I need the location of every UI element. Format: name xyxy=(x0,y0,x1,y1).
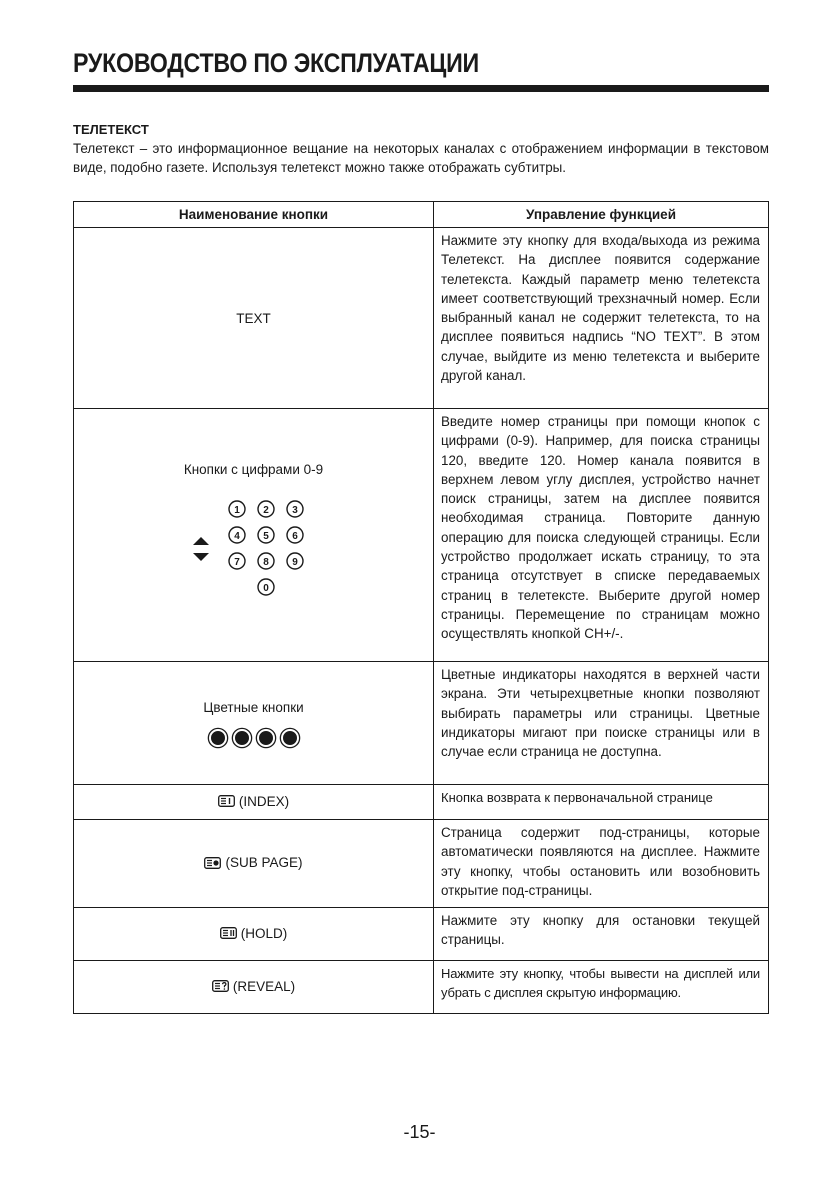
arrow-down-icon xyxy=(193,553,209,561)
digit-label: 4 xyxy=(233,531,240,542)
digit-label: 1 xyxy=(233,505,240,516)
color-button-dot-icon xyxy=(281,729,299,747)
button-name-reveal: (REVEAL) xyxy=(232,978,296,994)
page-title: РУКОВОДСТВО ПО ЭКСПЛУАТАЦИИ xyxy=(73,48,479,78)
table-row xyxy=(74,908,769,961)
color-button-dot-icon xyxy=(233,729,251,747)
digit-label: 6 xyxy=(291,531,298,542)
digit-label: 3 xyxy=(291,505,298,516)
button-name-index: (INDEX) xyxy=(238,793,290,809)
arrow-up-icon xyxy=(193,537,209,545)
table-row xyxy=(74,662,769,785)
subpage-icon xyxy=(204,857,221,869)
table-header-row xyxy=(74,202,769,228)
function-description: Цветные индикаторы находятся в верхней части экрана. Эти четырехцветные кнопки позволяют выбирать параметры или страницы. Цветные индикаторы мигают при поиске страницы или в случае если страница не доступна. xyxy=(434,662,769,785)
digit-label: 5 xyxy=(262,531,269,542)
table-row xyxy=(74,820,769,908)
button-cell-index xyxy=(74,785,434,820)
page-number: -15- xyxy=(403,1122,436,1142)
teletext-buttons-table xyxy=(73,201,769,1014)
hold-icon xyxy=(220,927,237,939)
digit-label: 2 xyxy=(262,505,269,516)
color-button-dot-icon xyxy=(209,729,227,747)
section-intro: Телетекст – это информационное вещание на некоторых каналах с отображением информации в текстовом виде, подобно газете. Используя телетекст можно также отображать субтитры. xyxy=(73,141,769,175)
function-description: Кнопка возврата к первоначальной странице xyxy=(434,785,769,820)
color-button-dot-icon xyxy=(257,729,275,747)
function-description: Страница содержит под-страницы, которые автоматически появляются на дисплее. Нажмите эту кнопку, чтобы остановить или возобновить открытие под-страницы. xyxy=(434,820,769,908)
index-icon xyxy=(218,795,235,807)
button-cell-subpage xyxy=(74,820,434,908)
button-name-text: TEXT xyxy=(74,228,434,409)
numeric-keypad-illustration xyxy=(189,495,319,605)
function-description: Нажмите эту кнопку для остановки текущей страницы. xyxy=(434,908,769,961)
reveal-icon xyxy=(212,980,229,992)
section-title: ТЕЛЕТЕКСТ xyxy=(73,122,149,137)
button-cell-reveal xyxy=(74,961,434,1014)
button-name-subpage: (SUB PAGE) xyxy=(225,855,303,871)
color-buttons-illustration xyxy=(80,729,427,747)
table-row xyxy=(74,228,769,409)
column-header-function: Управление функцией xyxy=(434,202,769,228)
button-name-color: Цветные кнопки xyxy=(203,699,304,715)
function-description: Нажмите эту кнопку, чтобы вывести на дисплей или убрать с дисплея скрытую информацию. xyxy=(434,961,769,1014)
digit-label: 8 xyxy=(262,557,269,568)
function-description: Нажмите эту кнопку для входа/выхода из режима Телетекст. На дисплее появится содержание телетекста. Каждый параметр меню телетекста имеет соответствующий трехзначный номер. Если выбранный канал не содержит телетекста, то на дисплее появиться надпись “NO TEXT”. В этом случае, выйдите из меню телетекста и выберите другой канал. xyxy=(434,228,769,409)
button-cell-hold xyxy=(74,908,434,961)
column-header-button-name: Наименование кнопки xyxy=(74,202,434,228)
button-cell-color xyxy=(74,662,434,785)
digit-label: 9 xyxy=(291,557,298,568)
digit-label: 0 xyxy=(262,583,269,594)
button-name-hold: (HOLD) xyxy=(240,925,288,941)
table-row xyxy=(74,409,769,662)
table-row xyxy=(74,785,769,820)
function-description: Введите номер страницы при помощи кнопок с цифрами (0-9). Например, для поиска страницы 120, введите 120. Номер канала появится в верхнем левом углу дисплея, устройство начнет поиск страницы, затем на дисплее появится необходимая страница. Повторите данную операцию для поиска следующей страницы. Если устройство продолжает искать страницу, то эта страница отсутствует в списке передаваемых страниц в телетексте. Выберите другой номер страницы. Перемещение по страницам можно осуществлять кнопкой CH+/-. xyxy=(434,409,769,662)
button-cell-digits xyxy=(74,409,434,662)
button-name-digits: Кнопки с цифрами 0-9 xyxy=(183,462,324,477)
digit-label: 7 xyxy=(233,557,240,568)
header-divider xyxy=(73,85,769,92)
table-row xyxy=(74,961,769,1014)
